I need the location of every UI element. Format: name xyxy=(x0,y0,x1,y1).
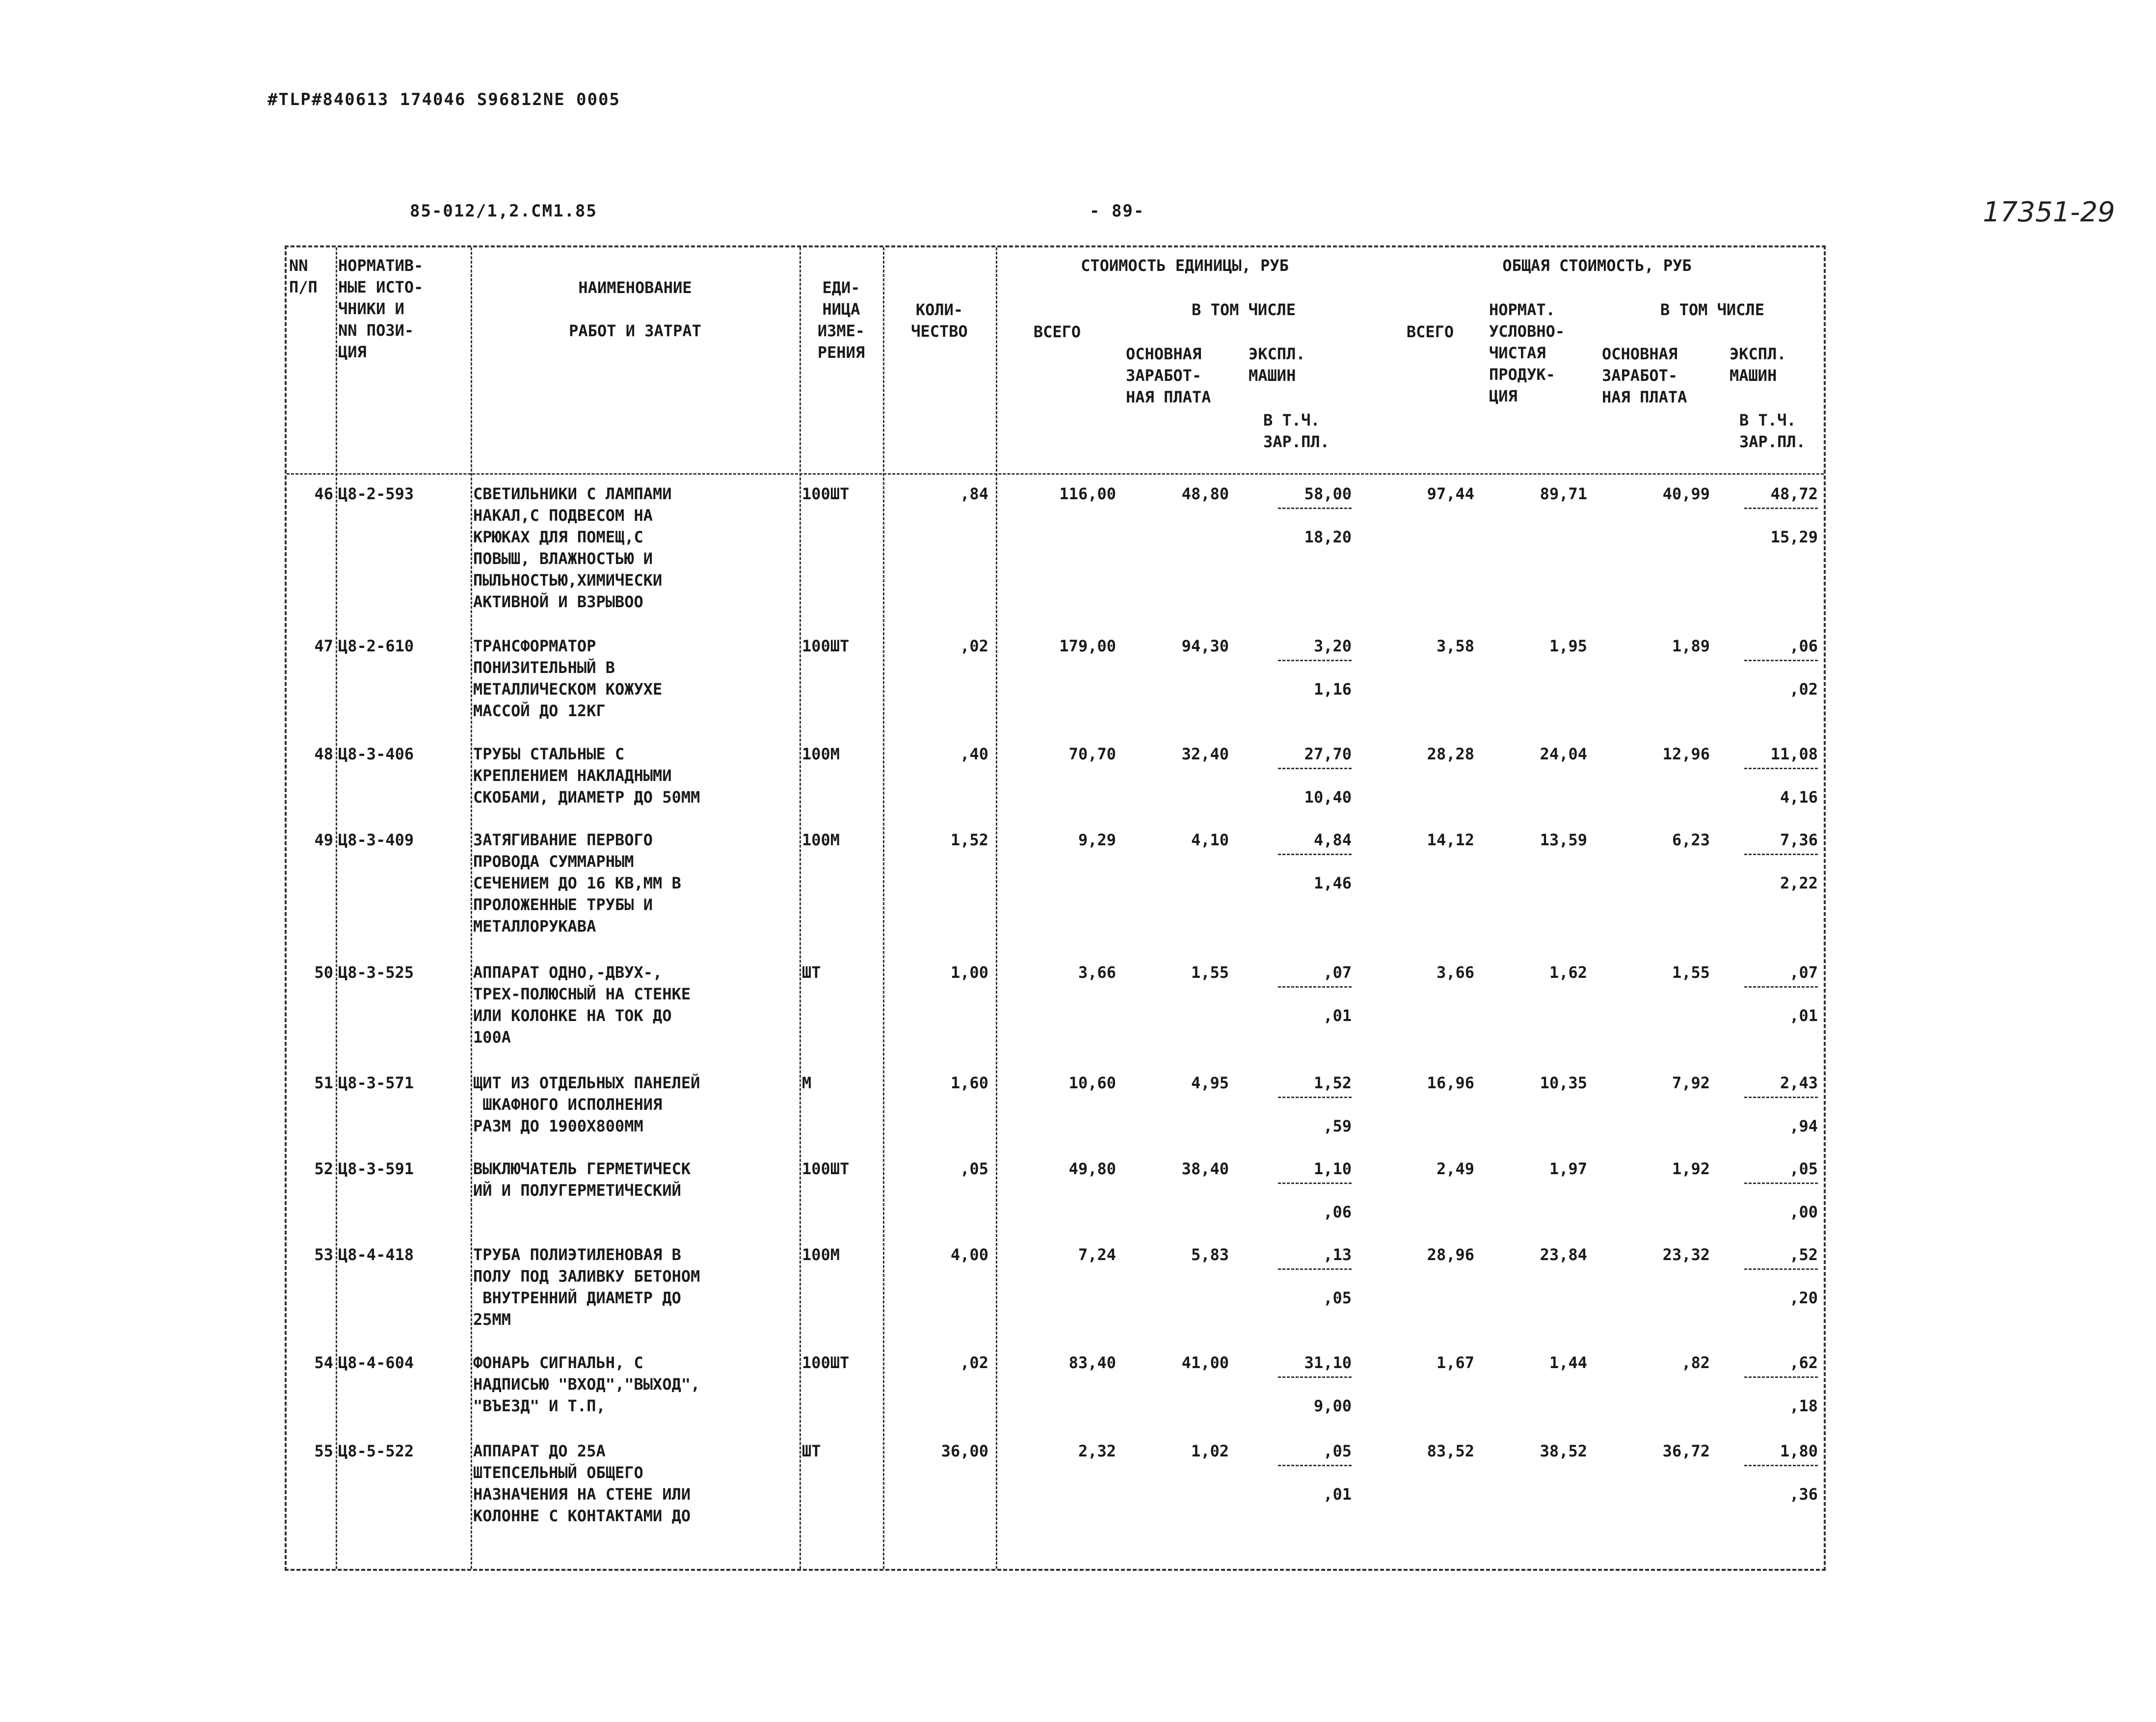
row-unit-machines: 58,00 xyxy=(1304,484,1352,503)
row-total-norm: 1,95 xyxy=(1549,637,1587,655)
row-quantity: ,84 xyxy=(960,484,988,503)
row-normativ-code: Ц8-5-522 xyxy=(338,1442,414,1460)
row-total-machines-wage: 15,29 xyxy=(1770,528,1818,546)
header-unit-mach-wage: В Т.Ч. ЗАР.ПЛ. xyxy=(1263,411,1330,451)
row-nn: 47 xyxy=(314,637,333,655)
header-total-all: ВСЕГО xyxy=(1406,323,1454,341)
row-unit: 100М xyxy=(802,1245,840,1264)
row-normativ-code: Ц8-3-525 xyxy=(338,963,414,982)
header-nn: NN П/П xyxy=(289,256,318,296)
row-nn: 55 xyxy=(314,1442,333,1460)
row-total-machines-wage: ,94 xyxy=(1789,1117,1818,1135)
row-total-all: 83,52 xyxy=(1427,1442,1474,1460)
header-unit-cost: СТОИМОСТЬ ЕДИНИЦЫ, РУБ xyxy=(1081,256,1289,275)
row-nn: 53 xyxy=(314,1245,333,1264)
row-total-machines-wage: 2,22 xyxy=(1780,874,1818,892)
row-unit-total: 116,00 xyxy=(1059,484,1116,503)
row-unit: 100ШТ xyxy=(802,1353,850,1372)
row-nn: 48 xyxy=(314,745,333,763)
row-total-wage: 40,99 xyxy=(1662,484,1710,503)
subtotal-separator xyxy=(1744,768,1818,769)
col-divider xyxy=(883,247,884,1569)
header-unit-wage: ОСНОВНАЯ ЗАРАБОТ- НАЯ ПЛАТА xyxy=(1126,345,1211,406)
row-unit-machines-wage: ,59 xyxy=(1323,1117,1352,1135)
row-normativ-code: Ц8-3-571 xyxy=(338,1074,414,1092)
row-normativ-code: Ц8-4-604 xyxy=(338,1353,414,1372)
row-unit-total: 70,70 xyxy=(1068,745,1116,763)
subtotal-separator xyxy=(1278,986,1352,988)
row-unit: 100М xyxy=(802,745,840,763)
row-unit-wage: 1,55 xyxy=(1191,963,1229,982)
header-unit-total: ВСЕГО xyxy=(1033,323,1081,341)
row-work-name: СВЕТИЛЬНИКИ С ЛАМПАМИ НАКАЛ,С ПОДВЕСОМ НА КРЮКАХ ДЛЯ ПОМЕЩ,С ПОВЫШ, ВЛАЖНОСТЬЮ И ПЫЛЬНОСТЬЮ,ХИМИЧЕСКИ АКТИВНОЙ И ВЗРЫВОО xyxy=(473,484,672,611)
row-unit-total: 9,29 xyxy=(1078,831,1116,849)
subtotal-separator xyxy=(1744,986,1818,988)
row-nn: 51 xyxy=(314,1074,333,1092)
row-unit-total: 7,24 xyxy=(1078,1245,1116,1264)
subtotal-separator xyxy=(1278,1376,1352,1378)
row-total-machines: ,62 xyxy=(1789,1353,1818,1372)
row-normativ-code: Ц8-3-591 xyxy=(338,1159,414,1178)
row-unit-machines-wage: ,01 xyxy=(1323,1006,1352,1025)
row-total-wage: 7,92 xyxy=(1672,1074,1710,1092)
row-total-all: 14,12 xyxy=(1427,831,1474,849)
row-total-wage: 1,92 xyxy=(1672,1159,1710,1178)
row-quantity: ,05 xyxy=(960,1159,988,1178)
row-total-machines-wage: ,00 xyxy=(1789,1203,1818,1221)
header-name: НАИМЕНОВАНИЕ РАБОТ И ЗАТРАТ xyxy=(569,278,701,340)
header-normativ: НОРМАТИВ- НЫЕ ИСТО- ЧНИКИ И NN ПОЗИ- ЦИЯ xyxy=(338,256,424,361)
row-unit-machines-wage: 9,00 xyxy=(1313,1397,1352,1415)
row-nn: 54 xyxy=(314,1353,333,1372)
row-unit: М xyxy=(802,1074,812,1092)
row-unit-machines-wage: 1,46 xyxy=(1313,874,1352,892)
row-unit-wage: 48,80 xyxy=(1181,484,1229,503)
row-total-norm: 13,59 xyxy=(1540,831,1587,849)
row-unit-wage: 32,40 xyxy=(1181,745,1229,763)
subtotal-separator xyxy=(1744,508,1818,509)
row-total-all: 16,96 xyxy=(1427,1074,1474,1092)
row-quantity: 36,00 xyxy=(941,1442,988,1460)
archive-number-handwritten: 17351-29 xyxy=(1983,196,2115,228)
row-normativ-code: Ц8-2-610 xyxy=(338,637,414,655)
subtotal-separator xyxy=(1744,1376,1818,1378)
row-unit-machines-wage: 10,40 xyxy=(1304,788,1352,807)
row-quantity: 1,52 xyxy=(950,831,988,849)
row-unit-wage: 5,83 xyxy=(1191,1245,1229,1264)
row-total-wage: 23,32 xyxy=(1662,1245,1710,1264)
row-work-name: АППАРАТ ОДНО,-ДВУХ-, ТРЕХ-ПОЛЮСНЫЙ НА СТЕНКЕ ИЛИ КОЛОНКЕ НА ТОК ДО 100А xyxy=(473,963,691,1047)
subtotal-separator xyxy=(1278,660,1352,661)
row-unit-machines: 1,52 xyxy=(1313,1074,1352,1092)
row-unit-machines-wage: 1,16 xyxy=(1313,680,1352,699)
row-unit-wage: 41,00 xyxy=(1181,1353,1229,1372)
row-normativ-code: Ц8-4-418 xyxy=(338,1245,414,1264)
row-total-machines: ,06 xyxy=(1789,637,1818,655)
row-normativ-code: Ц8-3-409 xyxy=(338,831,414,849)
row-work-name: ТРУБА ПОЛИЭТИЛЕНОВАЯ В ПОЛУ ПОД ЗАЛИВКУ БЕТОНОМ ВНУТРЕННИЙ ДИАМЕТР ДО 25ММ xyxy=(473,1245,700,1329)
row-total-machines-wage: ,02 xyxy=(1789,680,1818,699)
row-total-machines: 48,72 xyxy=(1770,484,1818,503)
row-unit-machines-wage: ,06 xyxy=(1323,1203,1352,1221)
row-total-all: 3,58 xyxy=(1436,637,1474,655)
subtotal-separator xyxy=(1278,854,1352,855)
row-unit-machines: 4,84 xyxy=(1313,831,1352,849)
subtotal-separator xyxy=(1744,1183,1818,1184)
header-total-incl: В ТОМ ЧИСЛЕ xyxy=(1660,300,1764,319)
row-work-name: ЩИТ ИЗ ОТДЕЛЬНЫХ ПАНЕЛЕЙ ШКАФНОГО ИСПОЛНЕНИЯ РАЗМ ДО 1900Х800ММ xyxy=(473,1074,700,1135)
row-total-wage: 36,72 xyxy=(1662,1442,1710,1460)
header-qty: КОЛИ- ЧЕСТВО xyxy=(911,300,968,341)
row-work-name: ТРАНСФОРМАТОР ПОНИЗИТЕЛЬНЫЙ В МЕТАЛЛИЧЕСКОМ КОЖУХЕ МАССОЙ ДО 12КГ xyxy=(473,637,663,720)
row-work-name: ТРУБЫ СТАЛЬНЫЕ С КРЕПЛЕНИЕМ НАКЛАДНЫМИ СКОБАМИ, ДИАМЕТР ДО 50ММ xyxy=(473,745,700,807)
row-unit-machines-wage: 18,20 xyxy=(1304,528,1352,546)
page-number: - 89- xyxy=(1090,201,1145,221)
row-nn: 46 xyxy=(314,484,333,503)
row-unit-total: 2,32 xyxy=(1078,1442,1116,1460)
row-total-norm: 1,44 xyxy=(1549,1353,1587,1372)
row-unit: ШТ xyxy=(802,963,821,982)
row-total-machines: ,05 xyxy=(1789,1159,1818,1178)
row-unit-machines: 27,70 xyxy=(1304,745,1352,763)
row-unit-total: 83,40 xyxy=(1068,1353,1116,1372)
subtotal-separator xyxy=(1278,1268,1352,1270)
row-quantity: ,02 xyxy=(960,637,988,655)
row-total-wage: 1,89 xyxy=(1672,637,1710,655)
row-unit-wage: 4,95 xyxy=(1191,1074,1229,1092)
row-total-machines: ,07 xyxy=(1789,963,1818,982)
subtotal-separator xyxy=(1278,768,1352,769)
row-work-name: АППАРАТ ДО 25А ШТЕПСЕЛЬНЫЙ ОБЩЕГО НАЗНАЧЕНИЯ НА СТЕНЕ ИЛИ КОЛОННЕ С КОНТАКТАМИ ДО xyxy=(473,1442,691,1525)
header-unit: ЕДИ- НИЦА ИЗМЕ- РЕНИЯ xyxy=(817,278,865,362)
subtotal-separator xyxy=(1278,508,1352,509)
subtotal-separator xyxy=(1744,1465,1818,1466)
row-unit-wage: 4,10 xyxy=(1191,831,1229,849)
row-quantity: ,40 xyxy=(960,745,988,763)
row-total-wage: 6,23 xyxy=(1672,831,1710,849)
row-unit-wage: 1,02 xyxy=(1191,1442,1229,1460)
row-quantity: ,02 xyxy=(960,1353,988,1372)
estimate-table xyxy=(285,245,1826,1571)
row-total-all: 28,96 xyxy=(1427,1245,1474,1264)
row-total-machines-wage: ,20 xyxy=(1789,1289,1818,1307)
subtotal-separator xyxy=(1278,1465,1352,1466)
row-total-all: 3,66 xyxy=(1436,963,1474,982)
row-unit-machines: ,13 xyxy=(1323,1245,1352,1264)
row-total-machines-wage: ,18 xyxy=(1789,1397,1818,1415)
header-total-mach: ЭКСПЛ. МАШИН xyxy=(1730,345,1786,385)
row-unit-total: 10,60 xyxy=(1068,1074,1116,1092)
row-total-machines: 11,08 xyxy=(1770,745,1818,763)
row-unit: 100ШТ xyxy=(802,484,850,503)
row-quantity: 1,60 xyxy=(950,1074,988,1092)
row-total-norm: 38,52 xyxy=(1540,1442,1587,1460)
row-unit-machines-wage: ,05 xyxy=(1323,1289,1352,1307)
header-total-mach-wage: В Т.Ч. ЗАР.ПЛ. xyxy=(1739,411,1806,451)
subtotal-separator xyxy=(1744,854,1818,855)
row-unit-machines: ,05 xyxy=(1323,1442,1352,1460)
row-nn: 50 xyxy=(314,963,333,982)
row-unit-wage: 38,40 xyxy=(1181,1159,1229,1178)
subtotal-separator xyxy=(1744,1268,1818,1270)
row-total-machines: 2,43 xyxy=(1780,1074,1818,1092)
subtotal-separator xyxy=(1744,660,1818,661)
row-total-norm: 1,97 xyxy=(1549,1159,1587,1178)
subtotal-separator xyxy=(1744,1097,1818,1098)
row-total-wage: 12,96 xyxy=(1662,745,1710,763)
row-unit-wage: 94,30 xyxy=(1181,637,1229,655)
header-unit-incl: В ТОМ ЧИСЛЕ xyxy=(1192,300,1296,319)
row-total-norm: 23,84 xyxy=(1540,1245,1587,1264)
row-total-all: 2,49 xyxy=(1436,1159,1474,1178)
row-total-norm: 89,71 xyxy=(1540,484,1587,503)
row-total-all: 28,28 xyxy=(1427,745,1474,763)
row-total-all: 97,44 xyxy=(1427,484,1474,503)
row-normativ-code: Ц8-2-593 xyxy=(338,484,414,503)
page-header-code: #TLP#840613 174046 S96812NE 0005 xyxy=(267,90,621,109)
row-work-name: ФОНАРЬ СИГНАЛЬН, С НАДПИСЬЮ "ВХОД","ВЫХОД", "ВЪЕЗД" И Т.П, xyxy=(473,1353,700,1415)
header-total-norm: НОРМАТ. УСЛОВНО- ЧИСТАЯ ПРОДУК- ЦИЯ xyxy=(1489,300,1565,405)
row-unit-machines: 3,20 xyxy=(1313,637,1352,655)
row-unit: 100ШТ xyxy=(802,1159,850,1178)
row-total-machines: 1,80 xyxy=(1780,1442,1818,1460)
row-nn: 49 xyxy=(314,831,333,849)
row-total-norm: 10,35 xyxy=(1540,1074,1587,1092)
row-total-machines-wage: ,01 xyxy=(1789,1006,1818,1025)
row-unit-machines: ,07 xyxy=(1323,963,1352,982)
row-total-machines-wage: 4,16 xyxy=(1780,788,1818,807)
row-total-machines-wage: ,36 xyxy=(1789,1485,1818,1504)
row-unit-machines: 1,10 xyxy=(1313,1159,1352,1178)
col-divider xyxy=(799,247,801,1569)
subtotal-separator xyxy=(1278,1097,1352,1098)
row-total-wage: ,82 xyxy=(1681,1353,1710,1372)
document-code: 85-012/1,2.СМ1.85 xyxy=(410,201,597,221)
row-quantity: 1,00 xyxy=(950,963,988,982)
row-unit: ШТ xyxy=(802,1442,821,1460)
row-total-wage: 1,55 xyxy=(1672,963,1710,982)
row-work-name: ЗАТЯГИВАНИЕ ПЕРВОГО ПРОВОДА СУММАРНЫМ СЕЧЕНИЕМ ДО 16 КВ,ММ В ПРОЛОЖЕННЫЕ ТРУБЫ И МЕТАЛЛОРУКАВА xyxy=(473,831,681,936)
row-unit: 100М xyxy=(802,831,840,849)
header-total-cost: ОБЩАЯ СТОИМОСТЬ, РУБ xyxy=(1502,256,1692,275)
row-unit-machines-wage: ,01 xyxy=(1323,1485,1352,1504)
header-unit-mach: ЭКСПЛ. МАШИН xyxy=(1249,345,1305,385)
row-total-norm: 1,62 xyxy=(1549,963,1587,982)
col-divider xyxy=(471,247,472,1569)
row-work-name: ВЫКЛЮЧАТЕЛЬ ГЕРМЕТИЧЕСК ИЙ И ПОЛУГЕРМЕТИЧЕСКИЙ xyxy=(473,1159,691,1200)
col-divider xyxy=(996,247,997,1569)
row-unit-total: 49,80 xyxy=(1068,1159,1116,1178)
subtotal-separator xyxy=(1278,1183,1352,1184)
row-quantity: 4,00 xyxy=(950,1245,988,1264)
col-divider xyxy=(336,247,337,1569)
row-unit-total: 179,00 xyxy=(1059,637,1116,655)
row-total-norm: 24,04 xyxy=(1540,745,1587,763)
header-total-wage: ОСНОВНАЯ ЗАРАБОТ- НАЯ ПЛАТА xyxy=(1602,345,1687,406)
row-normativ-code: Ц8-3-406 xyxy=(338,745,414,763)
row-unit-machines: 31,10 xyxy=(1304,1353,1352,1372)
row-nn: 52 xyxy=(314,1159,333,1178)
row-total-machines: 7,36 xyxy=(1780,831,1818,849)
header-separator xyxy=(287,473,1824,475)
row-total-machines: ,52 xyxy=(1789,1245,1818,1264)
row-total-all: 1,67 xyxy=(1436,1353,1474,1372)
row-unit: 100ШТ xyxy=(802,637,850,655)
row-unit-total: 3,66 xyxy=(1078,963,1116,982)
